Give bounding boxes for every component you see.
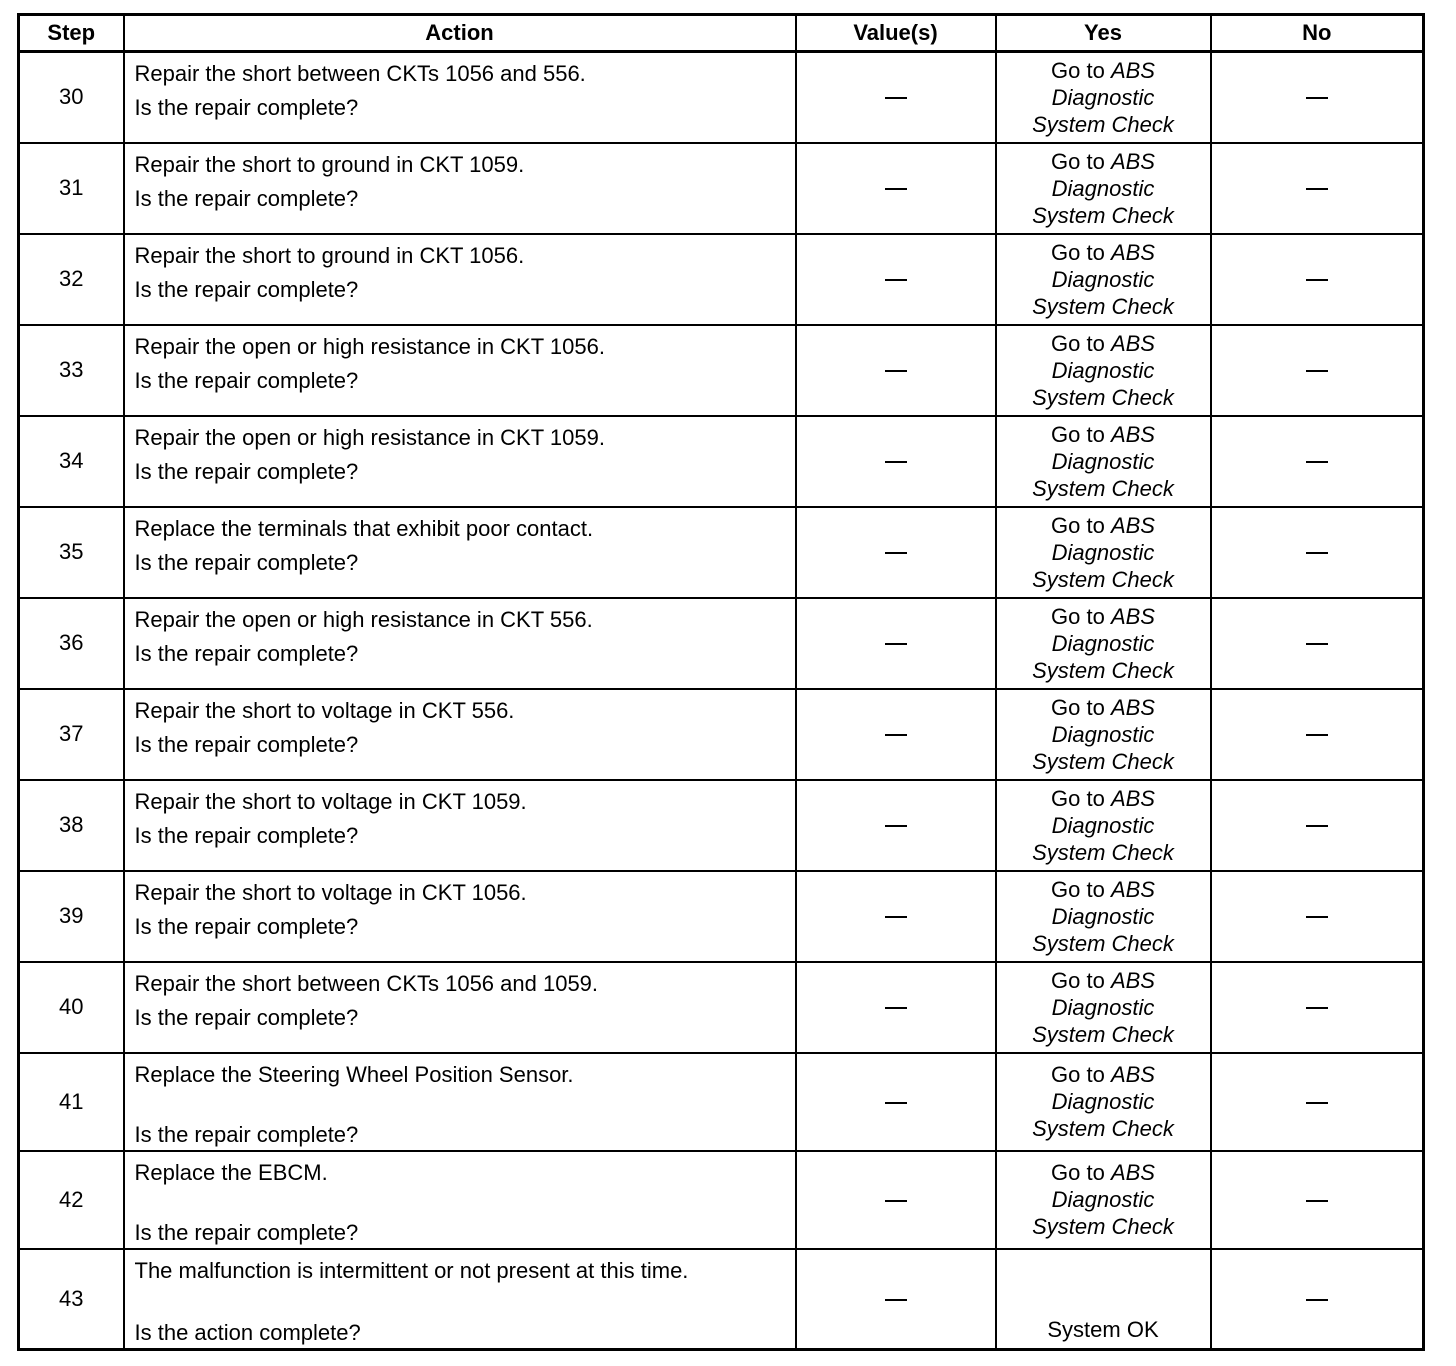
yes-result: System OK [1047,1317,1159,1342]
action-question: Is the repair complete? [134,913,359,939]
yes-line-goto [997,876,1210,903]
diagnostic-text: Diagnostic [1051,266,1155,292]
system-check-text: System Check [1032,111,1174,137]
table-row [19,416,1424,507]
yes-cell [996,52,1211,143]
step-number: 35 [19,507,124,598]
value-cell [796,962,996,1053]
yes-cell [996,1151,1211,1249]
yes-line-goto [997,1159,1210,1186]
dash-mark [1306,734,1328,736]
action-text: Repair the open or high resistance in CKT 556. [134,606,593,632]
action-question: Is the repair complete? [134,822,359,848]
goto-text: Go to [1051,785,1105,811]
step-number: 39 [19,871,124,962]
system-check-text: System Check [1032,657,1174,683]
value-cell [796,780,996,871]
value-cell [796,52,996,143]
action-text: Replace the Steering Wheel Position Sensor. [134,1061,574,1087]
value-cell [796,1053,996,1151]
no-cell [1211,143,1424,234]
no-cell [1211,325,1424,416]
system-check-text: System Check [1032,202,1174,228]
action-text: Repair the short to voltage in CKT 556. [134,697,515,723]
table-row [19,962,1424,1053]
goto-text: Go to [1051,967,1105,993]
action-cell [124,780,796,871]
dash-mark [1306,188,1328,190]
table-row [19,871,1424,962]
abs-text: ABS [1110,512,1155,538]
action-question: Is the repair complete? [134,367,359,393]
yes-line-goto [997,785,1210,812]
dash-mark [1306,1299,1328,1301]
action-cell [124,1053,796,1151]
yes-cell [996,1053,1211,1151]
yes-cell [996,871,1211,962]
step-number: 40 [19,962,124,1053]
yes-line-goto [997,603,1210,630]
goto-text: Go to [1051,57,1105,83]
action-question: Is the repair complete? [134,276,359,302]
yes-line-goto [997,694,1210,721]
step-number: 30 [19,52,124,143]
no-cell [1211,1151,1424,1249]
yes-line-goto [997,512,1210,539]
dash-mark [885,1299,907,1301]
goto-text: Go to [1051,330,1105,356]
dash-mark [885,825,907,827]
goto-text: Go to [1051,512,1105,538]
table-row [19,143,1424,234]
table-row [19,234,1424,325]
system-check-text: System Check [1032,839,1174,865]
yes-cell [996,325,1211,416]
dash-mark [885,1200,907,1202]
header-no: No [1211,15,1424,52]
yes-line-goto [997,330,1210,357]
value-cell [796,507,996,598]
diagnostic-text: Diagnostic [1051,812,1155,838]
no-cell [1211,689,1424,780]
yes-cell [996,143,1211,234]
value-cell [796,598,996,689]
no-cell [1211,962,1424,1053]
action-text: Repair the short between CKTs 1056 and 1059. [134,970,599,996]
step-number: 33 [19,325,124,416]
action-text: Replace the EBCM. [134,1159,328,1185]
system-check-text: System Check [1032,293,1174,319]
diagnostic-text: Diagnostic [1051,1089,1155,1114]
goto-text: Go to [1051,1160,1105,1185]
no-cell [1211,598,1424,689]
action-cell [124,871,796,962]
action-cell [124,598,796,689]
action-question: Is the repair complete? [134,1004,359,1030]
goto-text: Go to [1051,876,1105,902]
system-check-text: System Check [1032,748,1174,774]
table-row [19,780,1424,871]
dash-mark [1306,1102,1328,1104]
action-question: Is the repair complete? [134,1121,359,1147]
diagnostic-text: Diagnostic [1051,994,1155,1020]
header-row [19,15,1424,52]
dash-mark [885,1007,907,1009]
action-question: Is the repair complete? [134,549,359,575]
step-number: 36 [19,598,124,689]
no-cell [1211,507,1424,598]
diagnostic-text: Diagnostic [1051,1187,1155,1212]
dash-mark [885,279,907,281]
action-text: Repair the short to ground in CKT 1059. [134,151,525,177]
yes-line-goto [997,1061,1210,1088]
yes-cell [996,416,1211,507]
action-cell [124,234,796,325]
diagnostic-table [17,13,1425,1351]
value-cell [796,325,996,416]
abs-text: ABS [1110,785,1155,811]
action-cell [124,143,796,234]
goto-text: Go to [1051,421,1105,447]
table-row [19,1053,1424,1151]
abs-text: ABS [1110,967,1155,993]
action-question: Is the repair complete? [134,95,359,120]
no-cell [1211,52,1424,143]
dash-mark [885,188,907,190]
system-check-text: System Check [1032,384,1174,410]
yes-cell [996,689,1211,780]
step-number: 32 [19,234,124,325]
action-text: Repair the short to ground in CKT 1056. [134,242,525,268]
action-cell [124,1249,796,1350]
table-row [19,689,1424,780]
no-cell [1211,234,1424,325]
abs-text: ABS [1110,57,1155,83]
step-number: 38 [19,780,124,871]
action-text: Replace the terminals that exhibit poor contact. [134,515,594,541]
table-row [19,507,1424,598]
abs-text: ABS [1110,330,1155,356]
yes-line-goto [997,148,1210,175]
dash-mark [1306,279,1328,281]
action-text: Repair the short to voltage in CKT 1059. [134,788,527,814]
diagnostic-text: Diagnostic [1051,903,1155,929]
value-cell [796,871,996,962]
dash-mark [1306,461,1328,463]
action-cell [124,325,796,416]
table-body [19,52,1424,1350]
action-question: Is the repair complete? [134,640,359,666]
table-row [19,598,1424,689]
dash-mark [885,916,907,918]
system-check-text: System Check [1032,475,1174,501]
abs-text: ABS [1110,421,1155,447]
dash-mark [1306,643,1328,645]
dash-mark [1306,552,1328,554]
yes-cell [996,507,1211,598]
value-cell [796,234,996,325]
diagnostic-text: Diagnostic [1051,539,1155,565]
no-cell [1211,1249,1424,1350]
goto-text: Go to [1051,694,1105,720]
action-text: The malfunction is intermittent or not present at this time. [134,1257,689,1283]
step-number: 42 [19,1151,124,1249]
diagnostic-text: Diagnostic [1051,448,1155,474]
header-action: Action [124,15,796,52]
dash-mark [885,643,907,645]
dash-mark [1306,97,1328,99]
no-cell [1211,416,1424,507]
action-text: Repair the short to voltage in CKT 1056. [134,879,527,905]
action-question: Is the repair complete? [134,731,359,757]
action-cell [124,1151,796,1249]
header-yes: Yes [996,15,1211,52]
dash-mark [1306,825,1328,827]
action-text: Repair the short between CKTs 1056 and 556. [134,61,586,86]
system-check-text: System Check [1032,1116,1174,1141]
dash-mark [1306,1200,1328,1202]
dash-mark [1306,1007,1328,1009]
diagnostic-text: Diagnostic [1051,630,1155,656]
value-cell [796,689,996,780]
dash-mark [885,552,907,554]
table-row [19,325,1424,416]
diagnostic-text: Diagnostic [1051,357,1155,383]
yes-line-goto [997,421,1210,448]
dash-mark [885,370,907,372]
abs-text: ABS [1110,1062,1155,1087]
step-number: 34 [19,416,124,507]
action-question: Is the action complete? [134,1319,361,1345]
table-row [19,52,1424,143]
action-cell [124,962,796,1053]
system-check-text: System Check [1032,566,1174,592]
header-values: Value(s) [796,15,996,52]
goto-text: Go to [1051,1062,1105,1087]
dash-mark [885,734,907,736]
dash-mark [1306,916,1328,918]
abs-text: ABS [1110,603,1155,629]
dash-mark [885,1102,907,1104]
no-cell [1211,1053,1424,1151]
step-number: 43 [19,1249,124,1350]
step-number: 37 [19,689,124,780]
dash-mark [885,97,907,99]
value-cell [796,416,996,507]
yes-cell [996,598,1211,689]
action-question: Is the repair complete? [134,185,359,211]
action-text: Repair the open or high resistance in CKT 1056. [134,333,605,359]
yes-line-goto [997,57,1210,84]
abs-text: ABS [1110,876,1155,902]
goto-text: Go to [1051,148,1105,174]
header-step: Step [19,15,124,52]
goto-text: Go to [1051,239,1105,265]
diagnostic-text: Diagnostic [1051,84,1155,110]
abs-text: ABS [1110,694,1155,720]
yes-cell [996,780,1211,871]
value-cell [796,143,996,234]
action-question: Is the repair complete? [134,458,359,484]
table-row [19,1151,1424,1249]
yes-line-goto [997,239,1210,266]
step-number: 31 [19,143,124,234]
dash-mark [1306,370,1328,372]
system-check-text: System Check [1032,930,1174,956]
abs-text: ABS [1110,239,1155,265]
action-question: Is the repair complete? [134,1219,359,1245]
yes-cell [996,962,1211,1053]
no-cell [1211,780,1424,871]
action-cell [124,689,796,780]
abs-text: ABS [1110,148,1155,174]
yes-cell [996,234,1211,325]
action-text: Repair the open or high resistance in CKT 1059. [134,424,605,450]
action-cell [124,416,796,507]
dash-mark [885,461,907,463]
table-row [19,1249,1424,1350]
system-check-text: System Check [1032,1214,1174,1239]
value-cell [796,1151,996,1249]
step-number: 41 [19,1053,124,1151]
action-cell [124,52,796,143]
abs-text: ABS [1110,1160,1155,1185]
yes-cell [996,1249,1211,1350]
diagnostic-text: Diagnostic [1051,175,1155,201]
goto-text: Go to [1051,603,1105,629]
yes-line-goto [997,967,1210,994]
value-cell [796,1249,996,1350]
no-cell [1211,871,1424,962]
system-check-text: System Check [1032,1021,1174,1047]
diagnostic-text: Diagnostic [1051,721,1155,747]
action-cell [124,507,796,598]
